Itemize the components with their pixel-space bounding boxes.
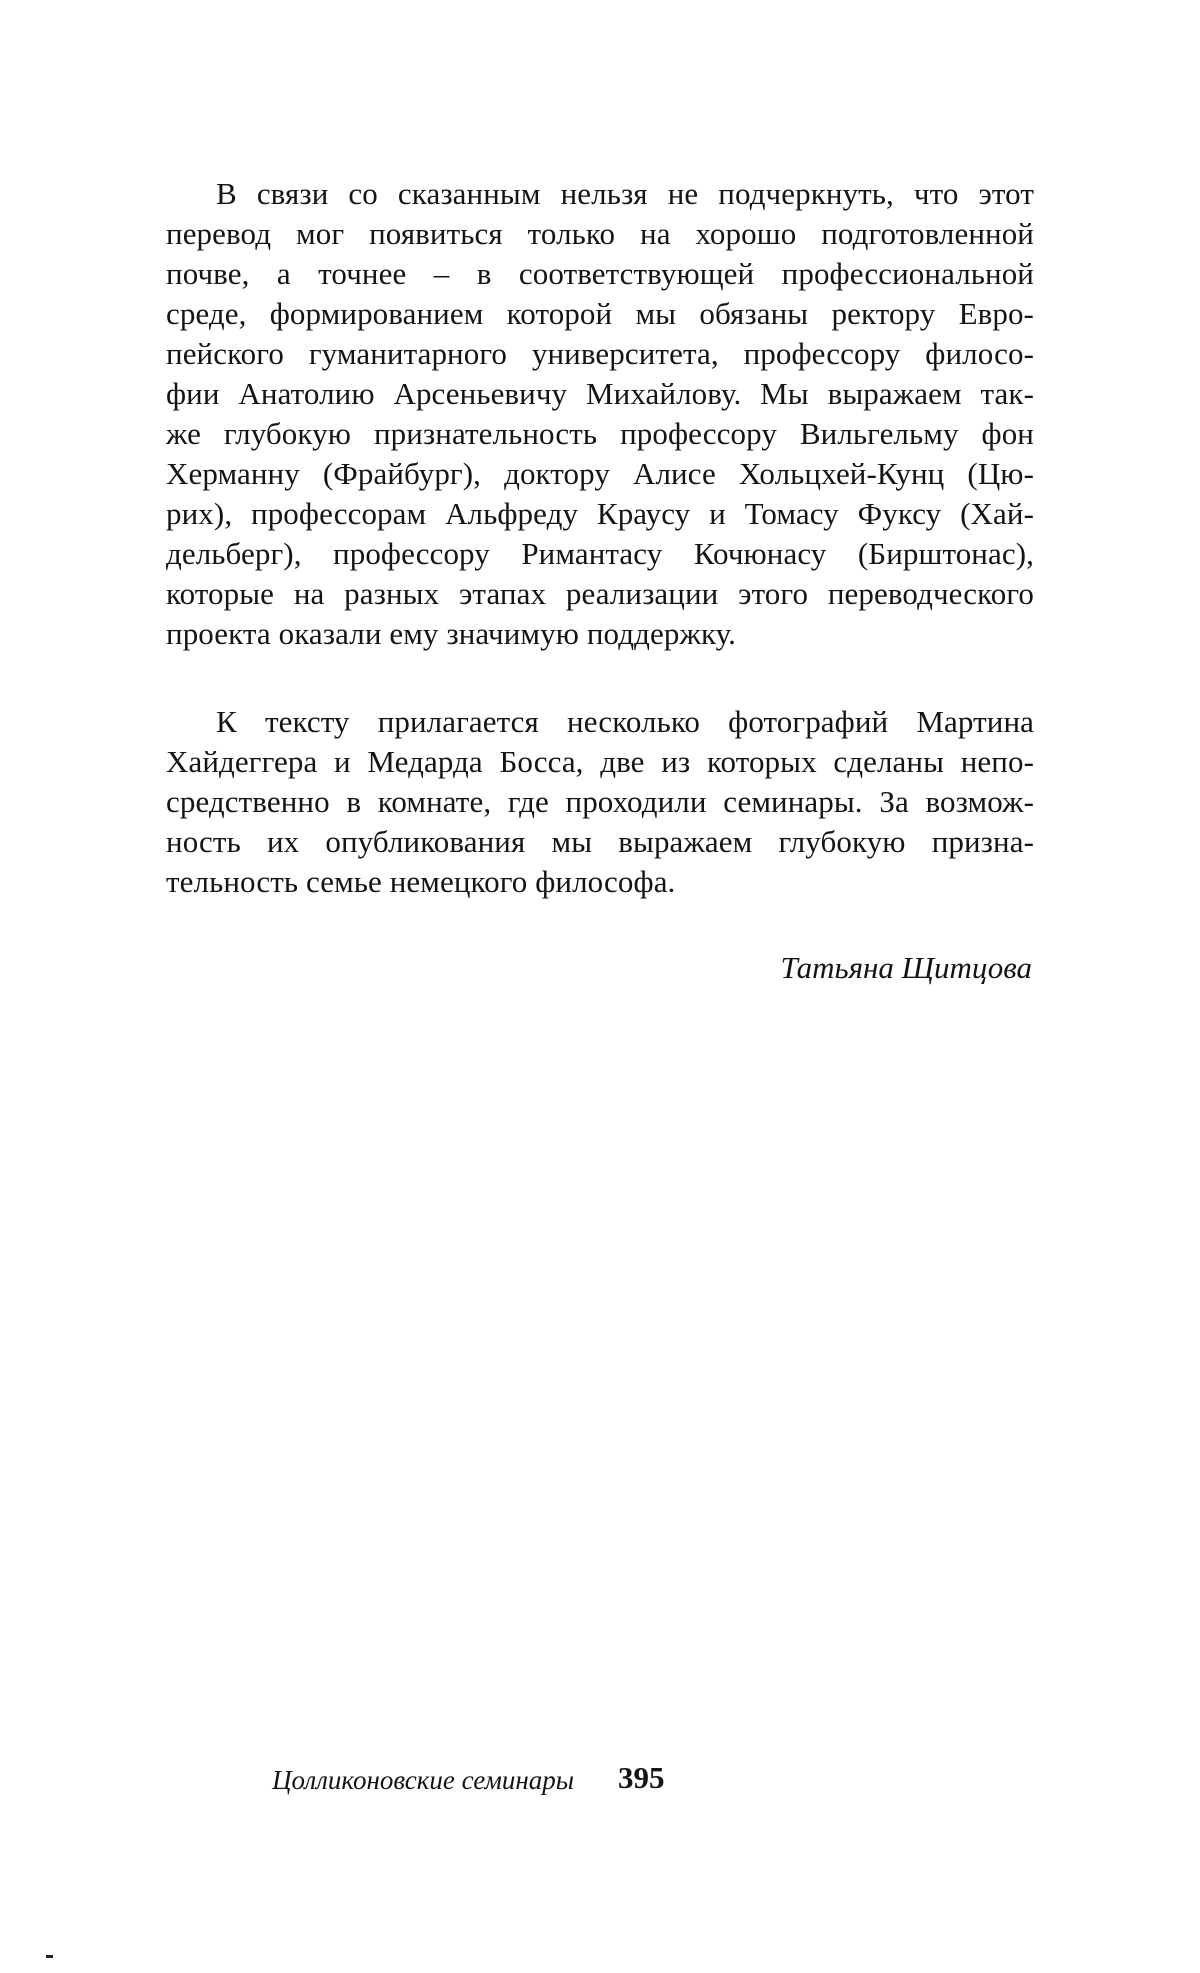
text-line: тельность семье немецкого философа. [166,864,676,899]
page-footer [0,1760,1200,1800]
text-line: средственно в комнате, где проходили семинары. За возмож- [166,784,1034,819]
text-line: Херманну (Фрайбург), доктору Алисе Хольцхей-Кунц (Цю- [166,456,1034,491]
scan-mark [46,1955,53,1958]
text-line: же глубокую признательность профессору Вильгельму фон [166,416,1034,451]
text-line: которые на разных этапах реализации этого переводческого [166,576,1034,611]
text-line: почве, а точнее – в соответствующей профессиональной [166,256,1034,291]
author-signature: Татьяна Щитцова [780,950,1032,985]
text-line: В связи со сказанным нельзя не подчеркнуть, что этот [216,176,1034,211]
text-line: К тексту прилагается несколько фотографий Мартина [216,704,1034,739]
text-line: ность их опубликования мы выражаем глубокую призна- [166,824,1034,859]
running-title: Цолликоновские семинары [272,1765,574,1795]
page-number: 395 [618,1760,665,1795]
text-line: среде, формированием которой мы обязаны ректору Евро- [166,296,1034,331]
text-line: дельберг), профессору Римантасу Кочюнасу (Бирштонас), [166,536,1034,571]
text-line: пейского гуманитарного университета, профессору филосо- [166,336,1034,371]
text-line: рих), профессорам Альфреду Краусу и Томасу Фуксу (Хай- [166,496,1034,531]
text-line: фии Анатолию Арсеньевичу Михайлову. Мы выражаем так- [166,376,1034,411]
text-line: проекта оказали ему значимую поддержку. [166,616,737,651]
text-line: перевод мог появиться только на хорошо подготовленной [166,216,1034,251]
text-line: Хайдеггера и Медарда Босса, две из которых сделаны непо- [166,744,1034,779]
